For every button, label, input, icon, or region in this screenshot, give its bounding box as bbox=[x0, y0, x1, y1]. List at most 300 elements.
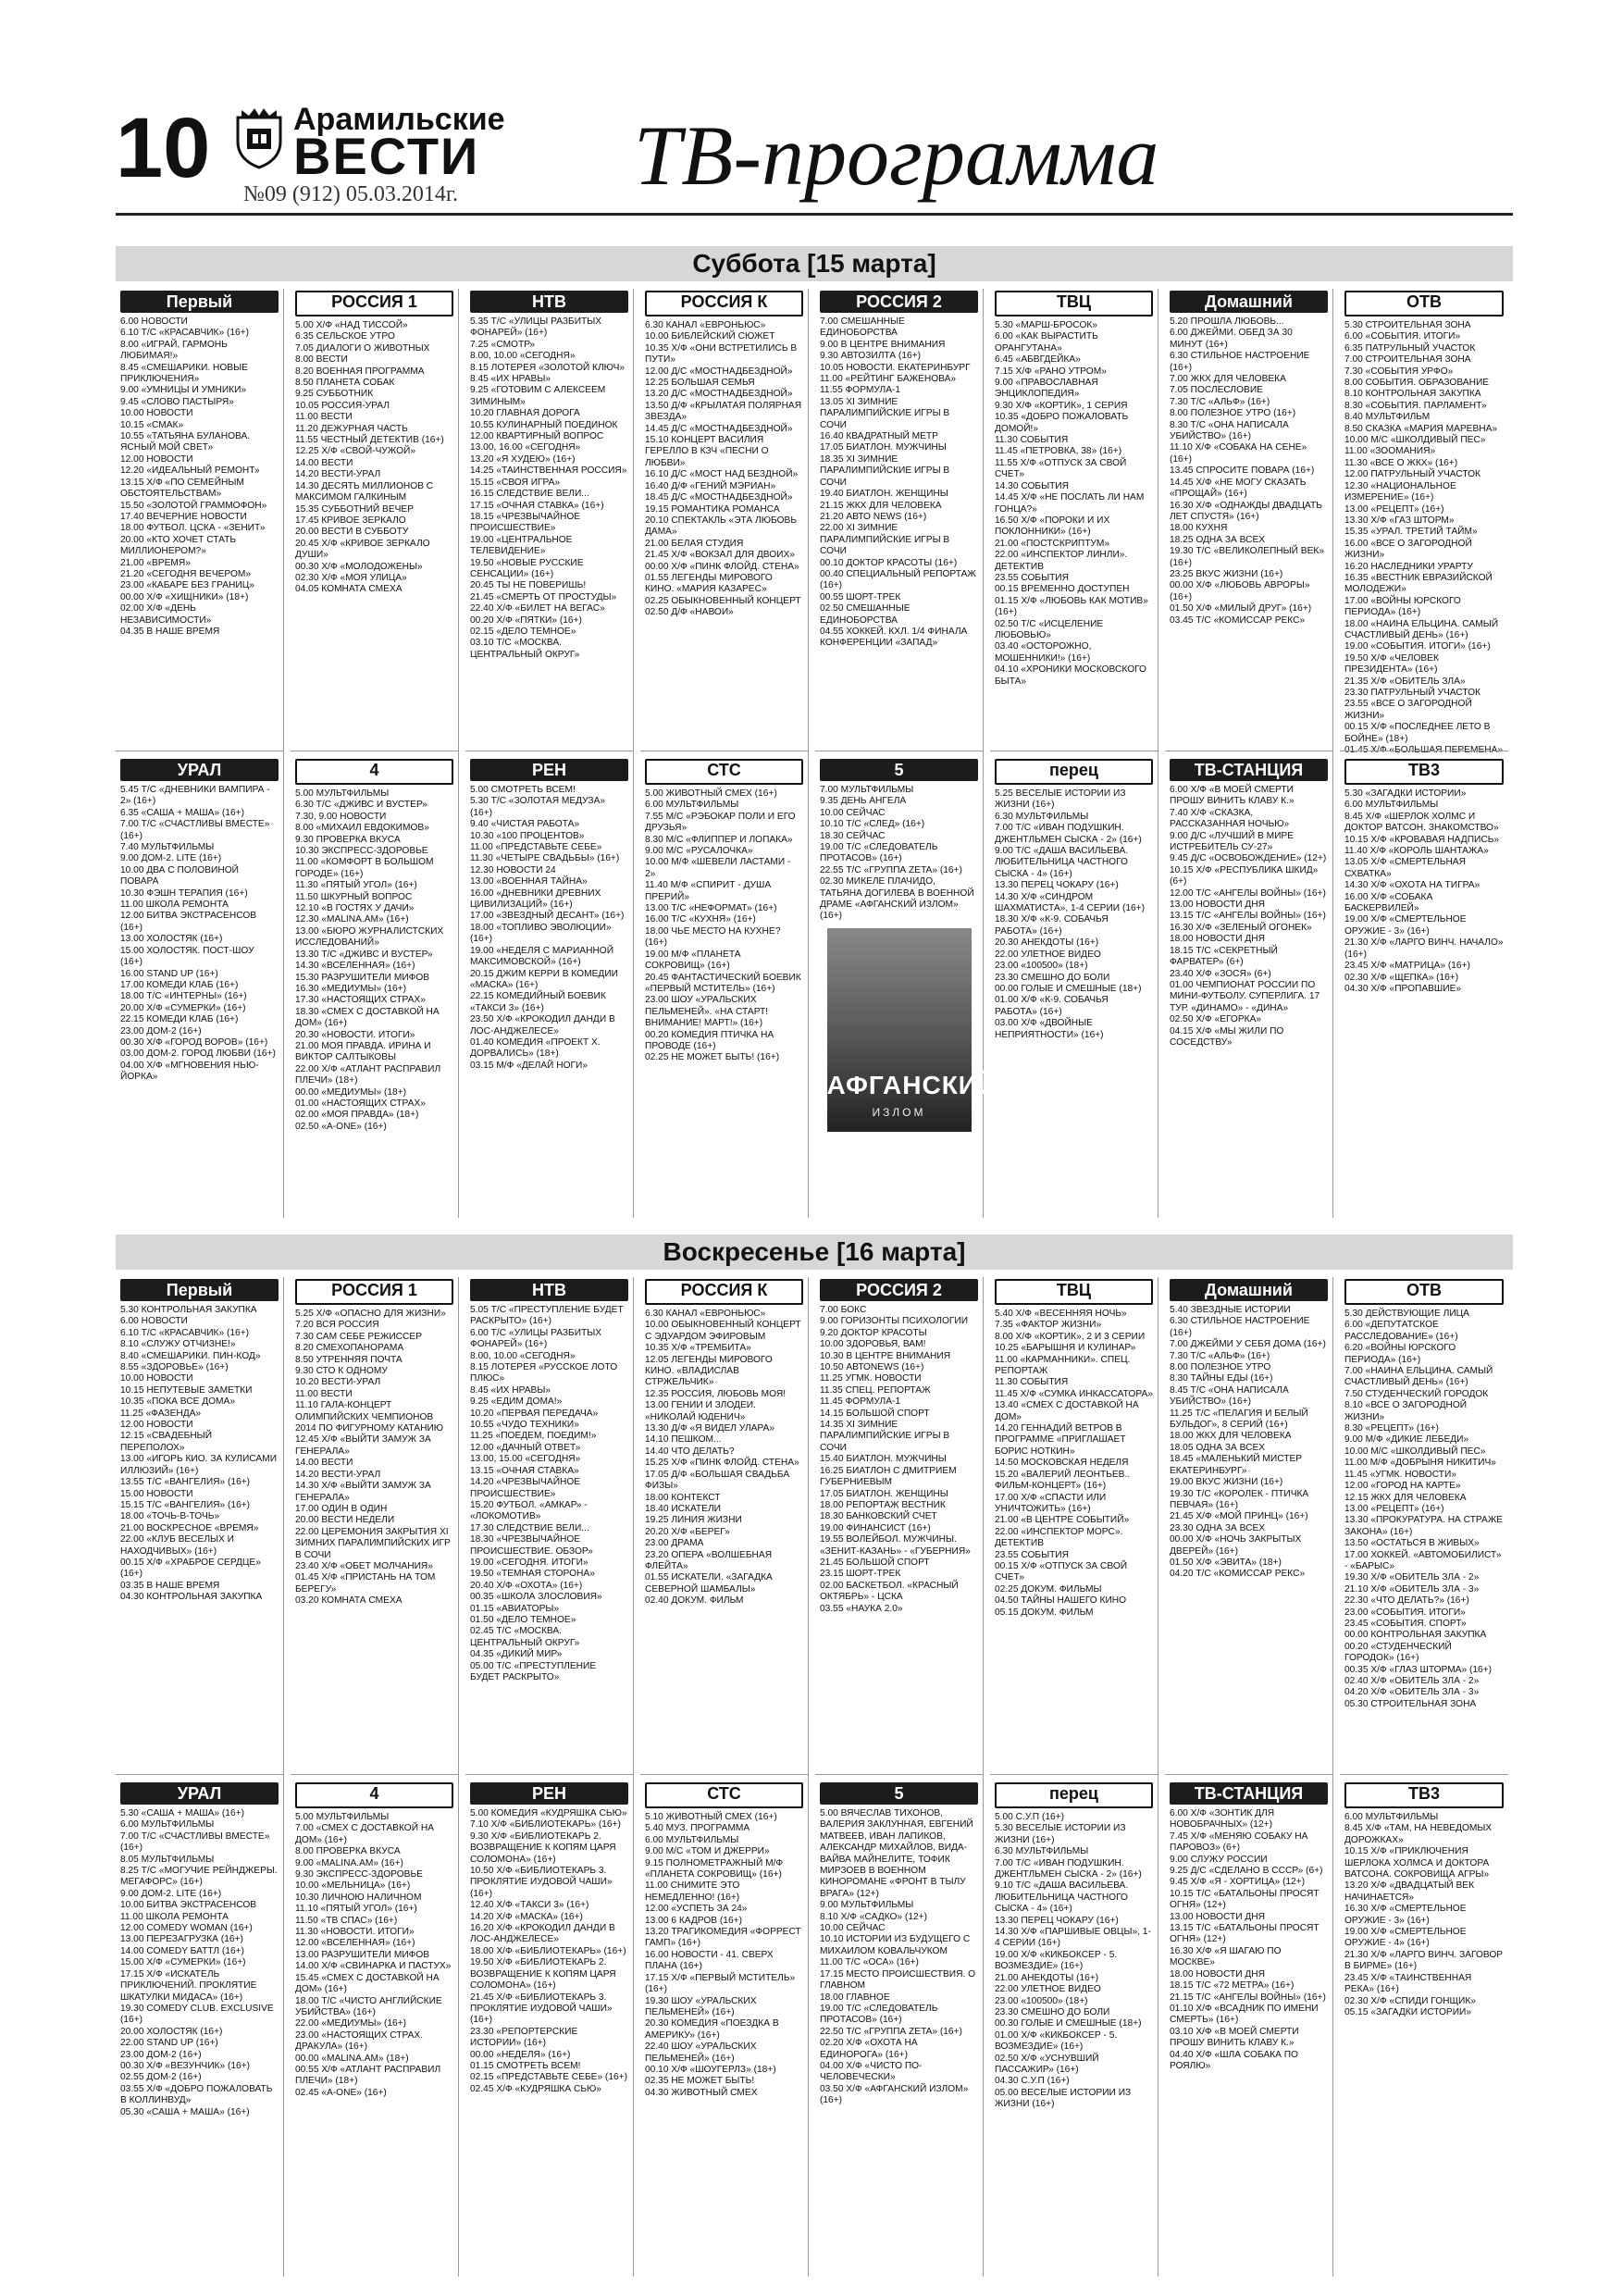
program-item: 18.00 ГЛАВНОЕ bbox=[820, 1992, 890, 2003]
program-item: 11.10 Х/Ф «СОБАКА НА СЕНЕ» (16+) bbox=[1170, 442, 1307, 465]
program-item: 04.05 КОМНАТА СМЕХА bbox=[295, 584, 403, 595]
program-item: 21.30 Х/Ф «ЛАРГО ВИНЧ. НАЧАЛО» (16+) bbox=[1344, 937, 1504, 960]
program-item: 00.15 ВРЕМЕННО ДОСТУПЕН bbox=[995, 584, 1130, 595]
program-item: 12.35 РОССИЯ, ЛЮБОВЬ МОЯ! bbox=[645, 1388, 787, 1399]
program-item: 12.00 Т/С «АНГЕЛЫ ВОЙНЫ» (16+) bbox=[1170, 887, 1326, 899]
program-item: 6.00 МУЛЬТФИЛЬМЫ bbox=[1344, 1812, 1439, 1822]
program-item: 18.15 Т/С «72 МЕТРА» (16+) bbox=[1170, 1980, 1295, 1992]
row-divider bbox=[291, 1774, 458, 1775]
program-item: 15.40 БИАТЛОН. МУЖЧИНЫ bbox=[820, 1454, 947, 1465]
program-item: 20.45 ТЫ НЕ ПОВЕРИШЬ! bbox=[470, 580, 587, 591]
program-list bbox=[820, 1305, 978, 1615]
program-item: 23.00 «100500» (18+) bbox=[995, 1995, 1088, 2006]
program-item: 13.50 «ОСТАТЬСЯ В ЖИВЫХ» bbox=[1344, 1538, 1480, 1549]
program-item: 12.00 НОВОСТИ bbox=[120, 1420, 193, 1431]
schedule-grid-saturday bbox=[116, 289, 1513, 1218]
program-item: 7.30 «СОБЫТИЯ УРФО» bbox=[1344, 366, 1454, 377]
channel-block-домашний bbox=[1165, 1277, 1332, 1771]
program-item: 22.00 УЛЕТНОЕ ВИДЕО bbox=[995, 1984, 1101, 1995]
channel-column bbox=[640, 1277, 809, 2277]
program-item: 12.30 НОВОСТИ 24 bbox=[470, 864, 556, 875]
newspaper-title-line1: Арамильские bbox=[293, 102, 505, 137]
program-item: 17.30 «НАСТОЯЩИХ СТРАХ» bbox=[295, 995, 426, 1006]
program-item: 13.00 НОВОСТИ ДНЯ bbox=[1170, 1911, 1265, 1922]
program-item: 8.00 ПОЛЕЗНОЕ УТРО (16+) bbox=[1170, 408, 1296, 419]
program-item: 16.50 Х/Ф «ПОРОКИ И ИХ ПОКЛОННИКИ» (16+) bbox=[995, 515, 1110, 538]
program-item: 12.00 «ДАЧНЫЙ ОТВЕТ» bbox=[470, 1442, 581, 1453]
program-item: 04.30 Х/Ф «ПРОПАВШИЕ» bbox=[1344, 983, 1462, 994]
channel-logo-5: 5 bbox=[820, 1782, 978, 1805]
program-item: 00.20 КОМЕДИЯ ПТИЧКА НА ПРОВОДЕ (16+) bbox=[645, 1029, 774, 1051]
program-item: 02.30 МИКЕЛЕ ПЛАЧИДО, ТАТЬЯНА ДОГИЛЕВА В ВОЕННОЙ ДРАМЕ «АФГАНСКИЙ ИЗЛОМ» (16+) bbox=[820, 876, 974, 922]
channel-logo-стс: СТС bbox=[645, 1782, 803, 1808]
program-item: 18.40 ИСКАТЕЛИ bbox=[645, 1503, 721, 1514]
program-item: 6.10 Т/С «КРАСАВЧИК» (16+) bbox=[120, 1327, 250, 1338]
program-item: 5.00 МУЛЬТФИЛЬМЫ bbox=[295, 788, 390, 799]
channel-logo-тв3: ТВ3 bbox=[1344, 1782, 1504, 1808]
program-item: 6.00 Т/С «УЛИЦЫ РАЗБИТЫХ ФОНАРЕЙ» (16+) bbox=[470, 1327, 602, 1350]
program-item: 23.55 СОБЫТИЯ bbox=[995, 572, 1069, 583]
channel-block-5 bbox=[815, 1781, 983, 2277]
program-item: 11.50 «ТВ СПАС» (16+) bbox=[295, 1915, 398, 1926]
program-item: 13.20 Д/С «МОСТНАДБЕЗДНОЙ» bbox=[645, 389, 793, 400]
program-item: 20.30 АНЕКДОТЫ (16+) bbox=[995, 937, 1099, 949]
channel-logo-россия-1: РОССИЯ 1 bbox=[295, 1279, 453, 1305]
program-item: 6.30 КАНАЛ «ЕВРОНЬЮС» bbox=[645, 1309, 766, 1319]
program-item: 14.35 ХI ЗИМНИЕ ПАРАЛИМПИЙСКИЕ ИГРЫ В СОЧИ bbox=[820, 1420, 950, 1453]
row-divider bbox=[815, 1774, 983, 1775]
program-item: 20.45 ФАНТАСТИЧЕСКИЙ БОЕВИК «ПЕРВЫЙ МСТИТЕЛЬ» (16+) bbox=[645, 972, 801, 994]
program-item: 20.30 КОМЕДИЯ «ПОЕЗДКА В АМЕРИКУ» (16+) bbox=[645, 2018, 779, 2041]
program-list bbox=[820, 785, 978, 923]
program-item: 21.15 Т/С «АНГЕЛЫ ВОЙНЫ» (16+) bbox=[1170, 1992, 1326, 2003]
program-item: 03.20 КОМНАТА СМЕХА bbox=[295, 1595, 403, 1607]
program-item: 00.00 Х/Ф «ЛЮБОВЬ АВРОРЫ» (16+) bbox=[1170, 580, 1310, 602]
program-item: 13.05 Х/Ф «СМЕРТЕЛЬНАЯ СХВАТКА» bbox=[1344, 857, 1466, 879]
program-item: 10.00 М/Ф «ШЕВЕЛИ ЛАСТАМИ - 2» bbox=[645, 857, 791, 879]
program-item: 15.00 НОВОСТИ bbox=[120, 1488, 193, 1499]
program-item: 19.00 М/Ф «ПЛАНЕТА СОКРОВИЩ» (16+) bbox=[645, 949, 741, 972]
program-item: 21.15 ЖКХ ДЛЯ ЧЕЛОВЕКА bbox=[820, 500, 942, 511]
program-item: 22.00 УЛЕТНОЕ ВИДЕО bbox=[995, 949, 1101, 960]
program-item: 12.00 БИТВА ЭКСТРАСЕНСОВ (16+) bbox=[120, 911, 257, 933]
program-list bbox=[120, 1808, 279, 2118]
program-item: 14.30 Х/Ф «ОХОТА НА ТИГРА» bbox=[1344, 880, 1481, 891]
program-list bbox=[645, 788, 803, 1064]
channel-block-нтв bbox=[465, 289, 633, 748]
program-item: 19.30 COMEDY CLUB. EXCLUSIVE (16+) bbox=[120, 2003, 274, 2026]
program-item: 6.00 МУЛЬТФИЛЬМЫ bbox=[120, 1819, 215, 1831]
program-item: 02.40 Х/Ф «ОБИТЕЛЬ ЗЛА - 2» bbox=[1344, 1676, 1480, 1686]
program-item: 12.00 COMEDY WOMAN (16+) bbox=[120, 1923, 253, 1934]
program-item: 12.05 ЛЕГЕНДЫ МИРОВОГО КИНО. «ВЛАДИСЛАВ СТРЖЕЛЬЧИК» bbox=[645, 1354, 773, 1388]
program-item: 16.15 СЛЕДСТВИЕ ВЕЛИ... bbox=[470, 489, 589, 500]
program-list bbox=[1344, 1812, 1504, 2018]
channel-logo-твц: ТВЦ bbox=[995, 291, 1153, 316]
program-item: 19.00 Т/С «СЛЕДОВАТЕЛЬ ПРОТАСОВ» (16+) bbox=[820, 842, 938, 864]
program-item: 16.00 «ВСЕ О ЗАГОРОДНОЙ ЖИЗНИ» bbox=[1344, 538, 1472, 561]
program-item: 11.00 «ПРЕДСТАВЬТЕ СЕБЕ» bbox=[470, 842, 602, 853]
program-item: 10.15 «СМАК» bbox=[120, 419, 184, 430]
program-item: 16.00 «ДНЕВНИКИ ДРЕВНИХ ЦИВИЛИЗАЦИЙ» (16+) bbox=[470, 887, 601, 911]
program-item: 05.30 «САША + МАША» (16+) bbox=[120, 2106, 250, 2117]
program-item: 05.30 СТРОИТЕЛЬНАЯ ЗОНА bbox=[1344, 1698, 1477, 1709]
program-item: 00.55 ШОРТ-ТРЕК bbox=[820, 591, 901, 602]
program-item: 13.00 «БЮРО ЖУРНАЛИСТСКИХ ИССЛЕДОВАНИЙ» bbox=[295, 925, 444, 949]
program-item: 15.35 СУББОТНИЙ ВЕЧЕР bbox=[295, 503, 415, 515]
program-item: 18.00 НОВОСТИ ДНЯ bbox=[1170, 934, 1265, 945]
channel-logo-россия-к: РОССИЯ К bbox=[645, 1279, 803, 1305]
program-item: 23.45 Х/Ф «ТАИНСТВЕННАЯ РЕКА» (16+) bbox=[1344, 1972, 1472, 1995]
channel-block-твц bbox=[990, 1277, 1158, 1771]
program-item: 19.55 ВОЛЕЙБОЛ. МУЖЧИНЫ. «ЗЕНИТ-КАЗАНЬ» - «ГУБЕРНИЯ» bbox=[820, 1534, 971, 1557]
channel-block-стс bbox=[640, 757, 808, 1218]
program-item: 15.25 Х/Ф «ПИНК ФЛОЙД. СТЕНА» bbox=[645, 1458, 799, 1469]
program-item: 03.55 Х/Ф «ДОБРО ПОЖАЛОВАТЬ В КОЛЛИНВУД» bbox=[120, 2083, 273, 2106]
program-item: 16.00 Т/С «КУХНЯ» (16+) bbox=[645, 914, 756, 925]
program-item: 22.00 «ИНСПЕКТОР ЛИНЛИ». ДЕТЕКТИВ bbox=[995, 550, 1128, 572]
program-item: 7.00 ДЖЕЙМИ У СЕБЯ ДОМА (16+) bbox=[1170, 1339, 1326, 1350]
photo-caption-subtitle: ИЗЛОМ bbox=[872, 1105, 926, 1119]
program-item: 04.30 КОНТРОЛЬНАЯ ЗАКУПКА bbox=[120, 1592, 263, 1603]
channel-block-россия-1 bbox=[291, 1277, 458, 1771]
program-item: 05.15 «ЗАГАДКИ ИСТОРИИ» bbox=[1344, 2006, 1472, 2017]
program-item: 04.00 Х/Ф «МГНОВЕНИЯ НЬЮ-ЙОРКА» bbox=[120, 1060, 259, 1083]
program-item: 11.30 «НОВОСТИ. ИТОГИ» bbox=[295, 1927, 415, 1938]
program-item: 8.00, 10.00 «СЕГОДНЯ» bbox=[470, 1350, 576, 1361]
channel-column bbox=[1165, 289, 1333, 1218]
channel-column bbox=[465, 1277, 634, 2277]
program-item: 7.00 «СМЕХ С ДОСТАВКОЙ НА ДОМ» (16+) bbox=[295, 1823, 435, 1845]
program-item: 00.35 «ШКОЛА ЗЛОСЛОВИЯ» bbox=[470, 1592, 602, 1603]
channel-block-отв bbox=[1340, 289, 1508, 748]
program-item: 22.00 «КЛУБ ВЕСЕЛЫХ И НАХОДЧИВЫХ» (16+) bbox=[120, 1534, 234, 1557]
program-item: 10.10 ИСТОРИИ ИЗ БУДУЩЕГО С МИХАИЛОМ КОВАЛЬЧУКОМ bbox=[820, 1934, 971, 1956]
program-item: 11.45 ФОРМУЛА-1 bbox=[820, 1396, 901, 1408]
program-item: 10.30 «100 ПРОЦЕНТОВ» bbox=[470, 830, 585, 841]
program-item: 13.00 6 КАДРОВ (16+) bbox=[645, 1915, 742, 1926]
program-item: 13.15 Т/С «БАТАЛЬОНЫ ПРОСЯТ ОГНЯ» (12+) bbox=[1170, 1923, 1319, 1945]
channel-logo-рен: РЕН bbox=[470, 1782, 628, 1805]
program-item: 21.45 Х/Ф «ВОКЗАЛ ДЛЯ ДВОИХ» bbox=[645, 550, 795, 561]
program-list bbox=[295, 320, 453, 596]
program-item: 21.30 Х/Ф «ЛАРГО ВИНЧ. ЗАГОВОР В БИРМЕ» (16+) bbox=[1344, 1949, 1504, 1972]
channel-logo-россия-2: РОССИЯ 2 bbox=[820, 291, 978, 313]
program-item: 6.00 Х/Ф «В МОЕЙ СМЕРТИ ПРОШУ ВИНИТЬ КЛАВУ К.» bbox=[1170, 785, 1295, 807]
program-item: 6.00 НОВОСТИ bbox=[120, 316, 188, 327]
program-item: 5.00 С.У.П (16+) bbox=[995, 1812, 1065, 1822]
program-list bbox=[1170, 1305, 1328, 1581]
program-item: 11.30 «ПЯТЫЙ УГОЛ» (16+) bbox=[295, 880, 417, 891]
program-item: 8.30 «РЕЦЕПТ» (16+) bbox=[1344, 1423, 1439, 1434]
program-item: 11.00 «ЗООМАНИЯ» bbox=[1344, 446, 1436, 457]
channel-block-россия-2 bbox=[815, 1277, 983, 1771]
program-item: 23.15 ШОРТ-ТРЕК bbox=[820, 1569, 901, 1580]
program-item: 00.00 Х/Ф «ПИНК ФЛОЙД. СТЕНА» bbox=[645, 561, 799, 572]
program-item: 13.30 Х/Ф «ГАЗ ШТОРМ» bbox=[1344, 515, 1455, 526]
program-item: 02.25 ДОКУМ. ФИЛЬМЫ bbox=[995, 1583, 1102, 1595]
program-item: 13.00 «РЕЦЕПТ» (16+) bbox=[1344, 503, 1444, 515]
program-item: 11.30 СОБЫТИЯ bbox=[995, 435, 1069, 446]
program-item: 22.55 Т/С «ГРУППА ZETA» (16+) bbox=[820, 864, 962, 875]
program-item: 15.50 «ЗОЛОТОЙ ГРАММОФОН» bbox=[120, 500, 267, 511]
channel-block-перец bbox=[990, 757, 1158, 1218]
program-item: 04.20 Т/С «КОМИССАР РЕКС» bbox=[1170, 1569, 1306, 1580]
program-item: 10.00 НОВОСТИ bbox=[120, 1373, 193, 1384]
program-item: 05.15 ДОКУМ. ФИЛЬМ bbox=[995, 1607, 1094, 1618]
program-item: 22.00 ХI ЗИМНИЕ ПАРАЛИМПИЙСКИЕ ИГРЫ В СОЧИ bbox=[820, 523, 950, 557]
program-item: 19.50 Х/Ф «БИБЛИОТЕКАРЬ 2. ВОЗВРАЩЕНИЕ К КОПЯМ ЦАРЯ СОЛОМОНА» (16+) bbox=[470, 1957, 616, 1992]
program-item: 5.30 Т/С «ЗОЛОТАЯ МЕДУЗА» (16+) bbox=[470, 796, 606, 818]
program-item: 9.00 ДОМ-2. LITE (16+) bbox=[120, 1888, 222, 1899]
program-item: 01.10 Х/Ф «ВСАДНИК ПО ИМЕНИ СМЕРТЬ» (16+) bbox=[1170, 2003, 1319, 2026]
program-list bbox=[995, 320, 1153, 688]
channel-column bbox=[116, 289, 284, 1218]
program-item: 9.00 М/С «РУСАЛОЧКА» bbox=[645, 846, 753, 857]
program-item: 18.00 КУХНЯ bbox=[1170, 523, 1228, 534]
program-item: 11.35 СПЕЦ. РЕПОРТАЖ bbox=[820, 1384, 931, 1396]
channel-block-4 bbox=[291, 1781, 458, 2277]
program-item: 17.15 МЕСТО ПРОИСШЕСТВИЯ. О ГЛАВНОМ bbox=[820, 1968, 976, 1992]
program-item: 02.00 «МОЯ ПРАВДА» (18+) bbox=[295, 1110, 419, 1121]
program-item: 10.20 «ПЕРВАЯ ПЕРЕДАЧА» bbox=[470, 1408, 599, 1419]
program-item: 02.50 Т/С «ИСЦЕЛЕНИЕ ЛЮБОВЬЮ» bbox=[995, 618, 1104, 640]
program-item: 18.00 НОВОСТИ ДНЯ bbox=[1170, 1968, 1265, 1980]
program-list bbox=[1170, 1808, 1328, 2072]
program-item: 04.10 «ХРОНИКИ МОСКОВСКОГО БЫТА» bbox=[995, 664, 1146, 687]
program-item: 16.00 STAND UP (16+) bbox=[120, 968, 218, 979]
program-item: 16.00 Х/Ф «СОБАКА БАСКЕРВИЛЕЙ» bbox=[1344, 891, 1433, 914]
program-item: 13.00, 15.00 «СЕГОДНЯ» bbox=[470, 1454, 581, 1465]
program-item: 7.40 Х/Ф «СКАЗКА, РАССКАЗАННАЯ НОЧЬЮ» bbox=[1170, 807, 1290, 830]
channel-logo-отв: ОТВ bbox=[1344, 291, 1504, 316]
program-item: 18.05 ОДНА ЗА ВСЕХ bbox=[1170, 1442, 1266, 1453]
program-item: 18.15 Т/С «СЕКРЕТНЫЙ ФАРВАТЕР» (6+) bbox=[1170, 945, 1278, 968]
program-item: 8.50 УТРЕННЯЯ ПОЧТА bbox=[295, 1354, 403, 1365]
program-item: 5.30 КОНТРОЛЬНАЯ ЗАКУПКА bbox=[120, 1305, 257, 1315]
program-item: 11.50 ШКУРНЫЙ ВОПРОС bbox=[295, 891, 413, 902]
program-item: 8.30 Т/С «ОНА НАПИСАЛА УБИЙСТВО» (16+) bbox=[1170, 419, 1289, 442]
program-item: 00.30 Х/Ф «МОЛОДОЖЕНЫ» bbox=[295, 561, 423, 572]
program-item: 7.00 БОКС bbox=[820, 1305, 867, 1315]
program-item: 15.20 «ВАЛЕРИЙ ЛЕОНТЬЕВ.. ФИЛЬМ-КОНЦЕРТ» (16+) bbox=[995, 1469, 1131, 1492]
channel-logo-тв-станция: ТВ-СТАНЦИЯ bbox=[1170, 759, 1328, 781]
program-list bbox=[1344, 320, 1504, 756]
program-item: 13.00 ГЕНИИ И ЗЛОДЕИ. «НИКОЛАЙ ЮДЕНИЧ» bbox=[645, 1400, 756, 1422]
program-item: 8.00 ПОЛЕЗНОЕ УТРО bbox=[1170, 1362, 1271, 1373]
channel-block-первый bbox=[116, 289, 283, 748]
program-item: 7.00 ЖКХ ДЛЯ ЧЕЛОВЕКА bbox=[1170, 374, 1286, 385]
channel-logo-4: 4 bbox=[295, 1782, 453, 1808]
program-item: 9.45 «СЛОВО ПАСТЫРЯ» bbox=[120, 396, 234, 407]
program-item: 6.00 «КАК ВЫРАСТИТЬ ОРАНГУТАНА» bbox=[995, 331, 1098, 354]
program-item: 21.00 «ПОСТСКРИПТУМ» bbox=[995, 538, 1110, 549]
program-item: 16.20 НАСЛЕДНИКИ УРАРТУ bbox=[1344, 561, 1473, 572]
program-item: 02.30 Х/Ф «ЩЕПКА» (16+) bbox=[1344, 972, 1459, 983]
channel-column bbox=[291, 1277, 459, 2277]
program-item: 18.30 БАНКОВСКИЙ СЧЕТ bbox=[820, 1511, 937, 1522]
program-item: 19.40 БИАТЛОН. ЖЕНЩИНЫ bbox=[820, 489, 948, 500]
program-item: 13.00 РАЗРУШИТЕЛИ МИФОВ bbox=[295, 1949, 430, 1960]
channel-logo-россия-1: РОССИЯ 1 bbox=[295, 291, 453, 316]
program-item: 6.00 НОВОСТИ bbox=[120, 1316, 188, 1327]
program-item: 19.00 ФИНАНСИСТ (16+) bbox=[820, 1522, 931, 1533]
program-item: 14.50 МОСКОВСКАЯ НЕДЕЛЯ bbox=[995, 1458, 1129, 1469]
program-item: 17.40 ВЕЧЕРНИЕ НОВОСТИ bbox=[120, 511, 247, 522]
channel-block-домашний bbox=[1165, 289, 1332, 748]
program-item: 8.50 СКАЗКА «МАРИЯ МАРЕВНА» bbox=[1344, 423, 1498, 434]
channel-block-отв bbox=[1340, 1277, 1508, 1771]
program-item: 9.00 В ЦЕНТРЕ ВНИМАНИЯ bbox=[820, 339, 946, 350]
program-item: 00.10 Х/Ф «ШОУГЕРЛЗ» (18+) bbox=[645, 2064, 776, 2075]
channel-column bbox=[1340, 1277, 1508, 2277]
program-item: 02.50 «А-ONE» (16+) bbox=[295, 1121, 387, 1132]
program-item: 17.00 ОДИН В ОДИН bbox=[295, 1503, 388, 1514]
program-item: 10.15 Х/Ф «ПРИКЛЮЧЕНИЯ ШЕРЛОКА ХОЛМСА И ДОКТОРА ВАТСОНА. СОКРОВИЩА АГРЫ» bbox=[1344, 1846, 1490, 1880]
section-title: ТВ-программа bbox=[634, 108, 1159, 203]
program-item: 5.00 ЖИВОТНЫЙ СМЕХ (16+) bbox=[645, 788, 777, 799]
program-item: 10.30 В ЦЕНТРЕ ВНИМАНИЯ bbox=[820, 1350, 951, 1361]
channel-logo-перец: перец bbox=[995, 1782, 1153, 1808]
program-item: 8.40 МУЛЬТФИЛЬМ bbox=[1344, 412, 1431, 423]
channel-block-урал bbox=[116, 1781, 283, 2277]
program-list bbox=[1170, 316, 1328, 627]
program-list bbox=[470, 1808, 628, 2095]
program-item: 14.10 ПЕШКОМ... bbox=[645, 1434, 722, 1446]
program-item: 13.45 СПРОСИТЕ ПОВАРА (16+) bbox=[1170, 465, 1315, 477]
program-item: 11.40 Х/Ф «КОРОЛЬ ШАНТАЖА» bbox=[1344, 846, 1489, 857]
program-item: 6.00 «СОБЫТИЯ. ИТОГИ» bbox=[1344, 331, 1461, 342]
program-item: 22.40 Х/Ф «БИЛЕТ НА ВЕГАС» bbox=[470, 603, 605, 614]
program-item: 19.30 ШОУ «УРАЛЬСКИХ ПЕЛЬМЕНЕЙ» (16+) bbox=[645, 1995, 757, 2017]
program-item: 13.30 Д/Ф «Я ВИДЕЛ УЛАРА» bbox=[645, 1423, 774, 1434]
channel-block-рен bbox=[465, 1781, 633, 2277]
program-item: 00.10 ДОКТОР КРАСОТЫ (16+) bbox=[820, 557, 958, 568]
program-item: 01.50 Х/Ф «МИЛЫЙ ДРУГ» (16+) bbox=[1170, 603, 1312, 614]
program-item: 12.00 НОВОСТИ bbox=[120, 453, 193, 465]
channel-column bbox=[640, 289, 809, 1218]
program-item: 02.35 НЕ МОЖЕТ БЫТЬ! bbox=[645, 2076, 755, 2087]
program-item: 21.00 БЕЛАЯ СТУДИЯ bbox=[645, 538, 744, 549]
program-item: 21.00 МОЯ ПРАВДА. ИРИНА И ВИКТОР САЛТЫКОВЫ bbox=[295, 1040, 431, 1063]
program-item: 04.30 С.У.П (16+) bbox=[995, 2076, 1070, 2087]
program-item: 21.00 «В ЦЕНТРЕ СОБЫТИЙ» bbox=[995, 1515, 1130, 1526]
program-item: 7.00 Т/С «ИВАН ПОДУШКИН. ДЖЕНТЛЬМЕН СЫСКА - 2» (16+) bbox=[995, 823, 1142, 845]
program-item: 17.45 КРИВОЕ ЗЕРКАЛО bbox=[295, 515, 406, 526]
program-item: 7.30 Т/С «АЛЬФ» (16+) bbox=[1170, 396, 1270, 407]
program-item: 03.55 «НАУКА 2.0» bbox=[820, 1603, 903, 1614]
program-item: 03.00 Х/Ф «ДВОЙНЫЕ НЕПРИЯТНОСТИ» (16+) bbox=[995, 1018, 1104, 1040]
program-item: 10.20 ГЛАВНАЯ ДОРОГА bbox=[470, 408, 580, 419]
program-item: 02.45 Т/С «МОСКВА. ЦЕНТРАЛЬНЫЙ ОКРУГ» bbox=[470, 1626, 580, 1648]
program-item: 19.50 «НОВЫЕ РУССКИЕ СЕНСАЦИИ» (16+) bbox=[470, 557, 584, 579]
program-item: 9.00 МУЛЬТФИЛЬМЫ bbox=[820, 1900, 914, 1911]
program-item: 02.50 Х/Ф «УСНУВШИЙ ПАССАЖИР» (16+) bbox=[995, 2053, 1099, 2075]
program-item: 11.55 ФОРМУЛА-1 bbox=[820, 385, 901, 396]
program-item: 9.20 ДОКТОР КРАСОТЫ bbox=[820, 1327, 927, 1338]
program-item: 12.00 Д/С «МОСТНАДБЕЗДНОЙ» bbox=[645, 366, 793, 377]
program-item: 5.20 ПРОШЛА ЛЮБОВЬ... bbox=[1170, 316, 1284, 327]
program-item: 19.00 «НЕДЕЛЯ С МАРИАННОЙ МАКСИМОВСКОЙ» (16+) bbox=[470, 945, 614, 968]
program-item: 10.55 «ТАТЬЯНА БУЛАНОВА. ЯСНЫЙ МОЙ СВЕТ» bbox=[120, 431, 251, 453]
program-item: 10.15 Х/Ф «КРОВАВАЯ НАДПИСЬ» bbox=[1344, 834, 1500, 845]
program-item: 18.00 «ТОПЛИВО ЭВОЛЮЦИИ» (16+) bbox=[470, 922, 612, 945]
program-item: 16.30 «МЕДИУМЫ» (16+) bbox=[295, 983, 407, 994]
program-item: 22.30 «ЧТО ДЕЛАТЬ?» (16+) bbox=[1344, 1595, 1469, 1607]
program-item: 00.00 «НЕДЕЛЯ» (16+) bbox=[470, 2049, 571, 2060]
program-item: 10.55 «ЧУДО ТЕХНИКИ» bbox=[470, 1420, 579, 1431]
program-item: 10.00 «МЕЛЬНИЦА» (16+) bbox=[295, 1880, 411, 1892]
program-list bbox=[1344, 788, 1504, 995]
program-list bbox=[295, 1309, 453, 1607]
channel-logo-первый: Первый bbox=[120, 1279, 279, 1301]
program-item: 23.55 «ВСЕ О ЗАГОРОДНОЙ ЖИЗНИ» bbox=[1344, 699, 1472, 721]
program-item: 14.20 ГЕННАДИЙ ВЕТРОВ В ПРОГРАММЕ «ПРИГЛАШАЕТ БОРИС НОТКИН» bbox=[995, 1423, 1126, 1457]
program-item: 15.00 ХОЛОСТЯК. ПОСТ-ШОУ (16+) bbox=[120, 945, 254, 968]
program-item: 13.00 ХОЛОСТЯК (16+) bbox=[120, 934, 223, 945]
program-item: 00.15 Х/Ф «ХРАБРОЕ СЕРДЦЕ» (16+) bbox=[120, 1557, 261, 1580]
program-item: 7.05 ПОСЛЕСЛОВИЕ bbox=[1170, 385, 1263, 396]
program-item: 5.30 СТРОИТЕЛЬНАЯ ЗОНА bbox=[1344, 320, 1471, 330]
program-item: 14.30 Х/Ф «ПАРШИВЫЕ ОВЦЫ», 1-4 СЕРИИ (16+) bbox=[995, 1927, 1151, 1949]
program-item: 6.45 «АБВГДЕЙКА» bbox=[995, 354, 1081, 366]
program-item: 23.00 ДОМ-2 (16+) bbox=[120, 1025, 202, 1036]
program-item: 22.00 STAND UP (16+) bbox=[120, 2038, 218, 2049]
program-item: 18.00 РЕПОРТАЖ ВЕСТНИК bbox=[820, 1499, 946, 1510]
program-item: 8.15 ЛОТЕРЕЯ «РУССКОЕ ЛОТО ПЛЮС» bbox=[470, 1362, 618, 1384]
program-item: 20.45 Х/Ф «КРИВОЕ ЗЕРКАЛО ДУШИ» bbox=[295, 538, 430, 561]
channel-logo-тв-станция: ТВ-СТАНЦИЯ bbox=[1170, 1782, 1328, 1805]
channel-logo-нтв: НТВ bbox=[470, 291, 628, 313]
program-item: 03.10 Т/С «МОСКВА. ЦЕНТРАЛЬНЫЙ ОКРУГ» bbox=[470, 638, 580, 660]
program-item: 10.50 АВТОNEWS (16+) bbox=[820, 1362, 924, 1373]
program-item: 10.00 БИТВА ЭКСТРАСЕНСОВ bbox=[120, 1900, 257, 1911]
channel-logo-отв: ОТВ bbox=[1344, 1279, 1504, 1305]
row-divider bbox=[1340, 1774, 1508, 1775]
program-item: 23.00 ДРАМА bbox=[645, 1538, 704, 1549]
channel-logo-нтв: НТВ bbox=[470, 1279, 628, 1301]
program-item: 9.30 Х/Ф «КОРТИК», 1 СЕРИЯ bbox=[995, 400, 1128, 411]
program-list bbox=[645, 1812, 803, 2099]
channel-logo-стс: СТС bbox=[645, 759, 803, 785]
program-item: 21.00 «ВРЕМЯ» bbox=[120, 557, 191, 568]
program-item: 12.20 «ИДЕАЛЬНЫЙ РЕМОНТ» bbox=[120, 465, 260, 477]
program-item: 9.25 Д/С «СДЕЛАНО В СССР» (6+) bbox=[1170, 1866, 1323, 1877]
program-item: 10.20 ВЕСТИ-УРАЛ bbox=[295, 1377, 381, 1388]
program-item: 03.40 «ОСТОРОЖНО, МОШЕННИКИ!» (16+) bbox=[995, 641, 1092, 664]
program-list bbox=[470, 1305, 628, 1683]
program-item: 9.10 Т/С «ДАША ВАСИЛЬЕВА. ЛЮБИТЕЛЬНИЦА ЧАСТНОГО СЫСКА - 4» (16+) bbox=[995, 1880, 1129, 1915]
program-item: 13.50 Д/Ф «КРЫЛАТАЯ ПОЛЯРНАЯ ЗВЕЗДА» bbox=[645, 400, 802, 423]
program-item: 9.00 Т/С «ДАША ВАСИЛЬЕВА. ЛЮБИТЕЛЬНИЦА ЧАСТНОГО СЫСКА - 4» (16+) bbox=[995, 846, 1129, 879]
program-item: 18.25 ОДНА ЗА ВСЕХ bbox=[1170, 534, 1266, 545]
program-item: 16.25 БИАТЛОН С ДМИТРИЕМ ГУБЕРНИЕВЫМ bbox=[820, 1465, 957, 1488]
program-item: 02.25 ОБЫКНОВЕННЫЙ КОНЦЕРТ bbox=[645, 595, 801, 606]
channel-logo-твц: ТВЦ bbox=[995, 1279, 1153, 1305]
program-item: 15.20 ФУТБОЛ. «АМКАР» - «ЛОКОМОТИВ» bbox=[470, 1499, 588, 1522]
program-item: 9.30 ПРОВЕРКА ВКУСА bbox=[295, 834, 401, 845]
program-item: 10.15 НЕПУТЕВЫЕ ЗАМЕТКИ bbox=[120, 1384, 253, 1396]
program-list bbox=[820, 316, 978, 650]
page-number: 10 bbox=[116, 101, 211, 195]
program-item: 11.45 «УГМК. НОВОСТИ» bbox=[1344, 1469, 1456, 1480]
program-item: 10.00 СЕЙЧАС bbox=[820, 807, 886, 818]
program-item: 5.40 Х/Ф «ВЕСЕННЯЯ НОЧЬ» bbox=[995, 1309, 1127, 1319]
program-item: 02.00 Х/Ф «ДЕНЬ НЕЗАВИСИМОСТИ» bbox=[120, 603, 212, 626]
program-item: 11.00 ШКОЛА РЕМОНТА bbox=[120, 1911, 229, 1922]
program-item: 15.35 «УРАЛ. ТРЕТИЙ ТАЙМ» bbox=[1344, 527, 1478, 538]
program-item: 6.30 СТИЛЬНОЕ НАСТРОЕНИЕ (16+) bbox=[1170, 1316, 1310, 1338]
